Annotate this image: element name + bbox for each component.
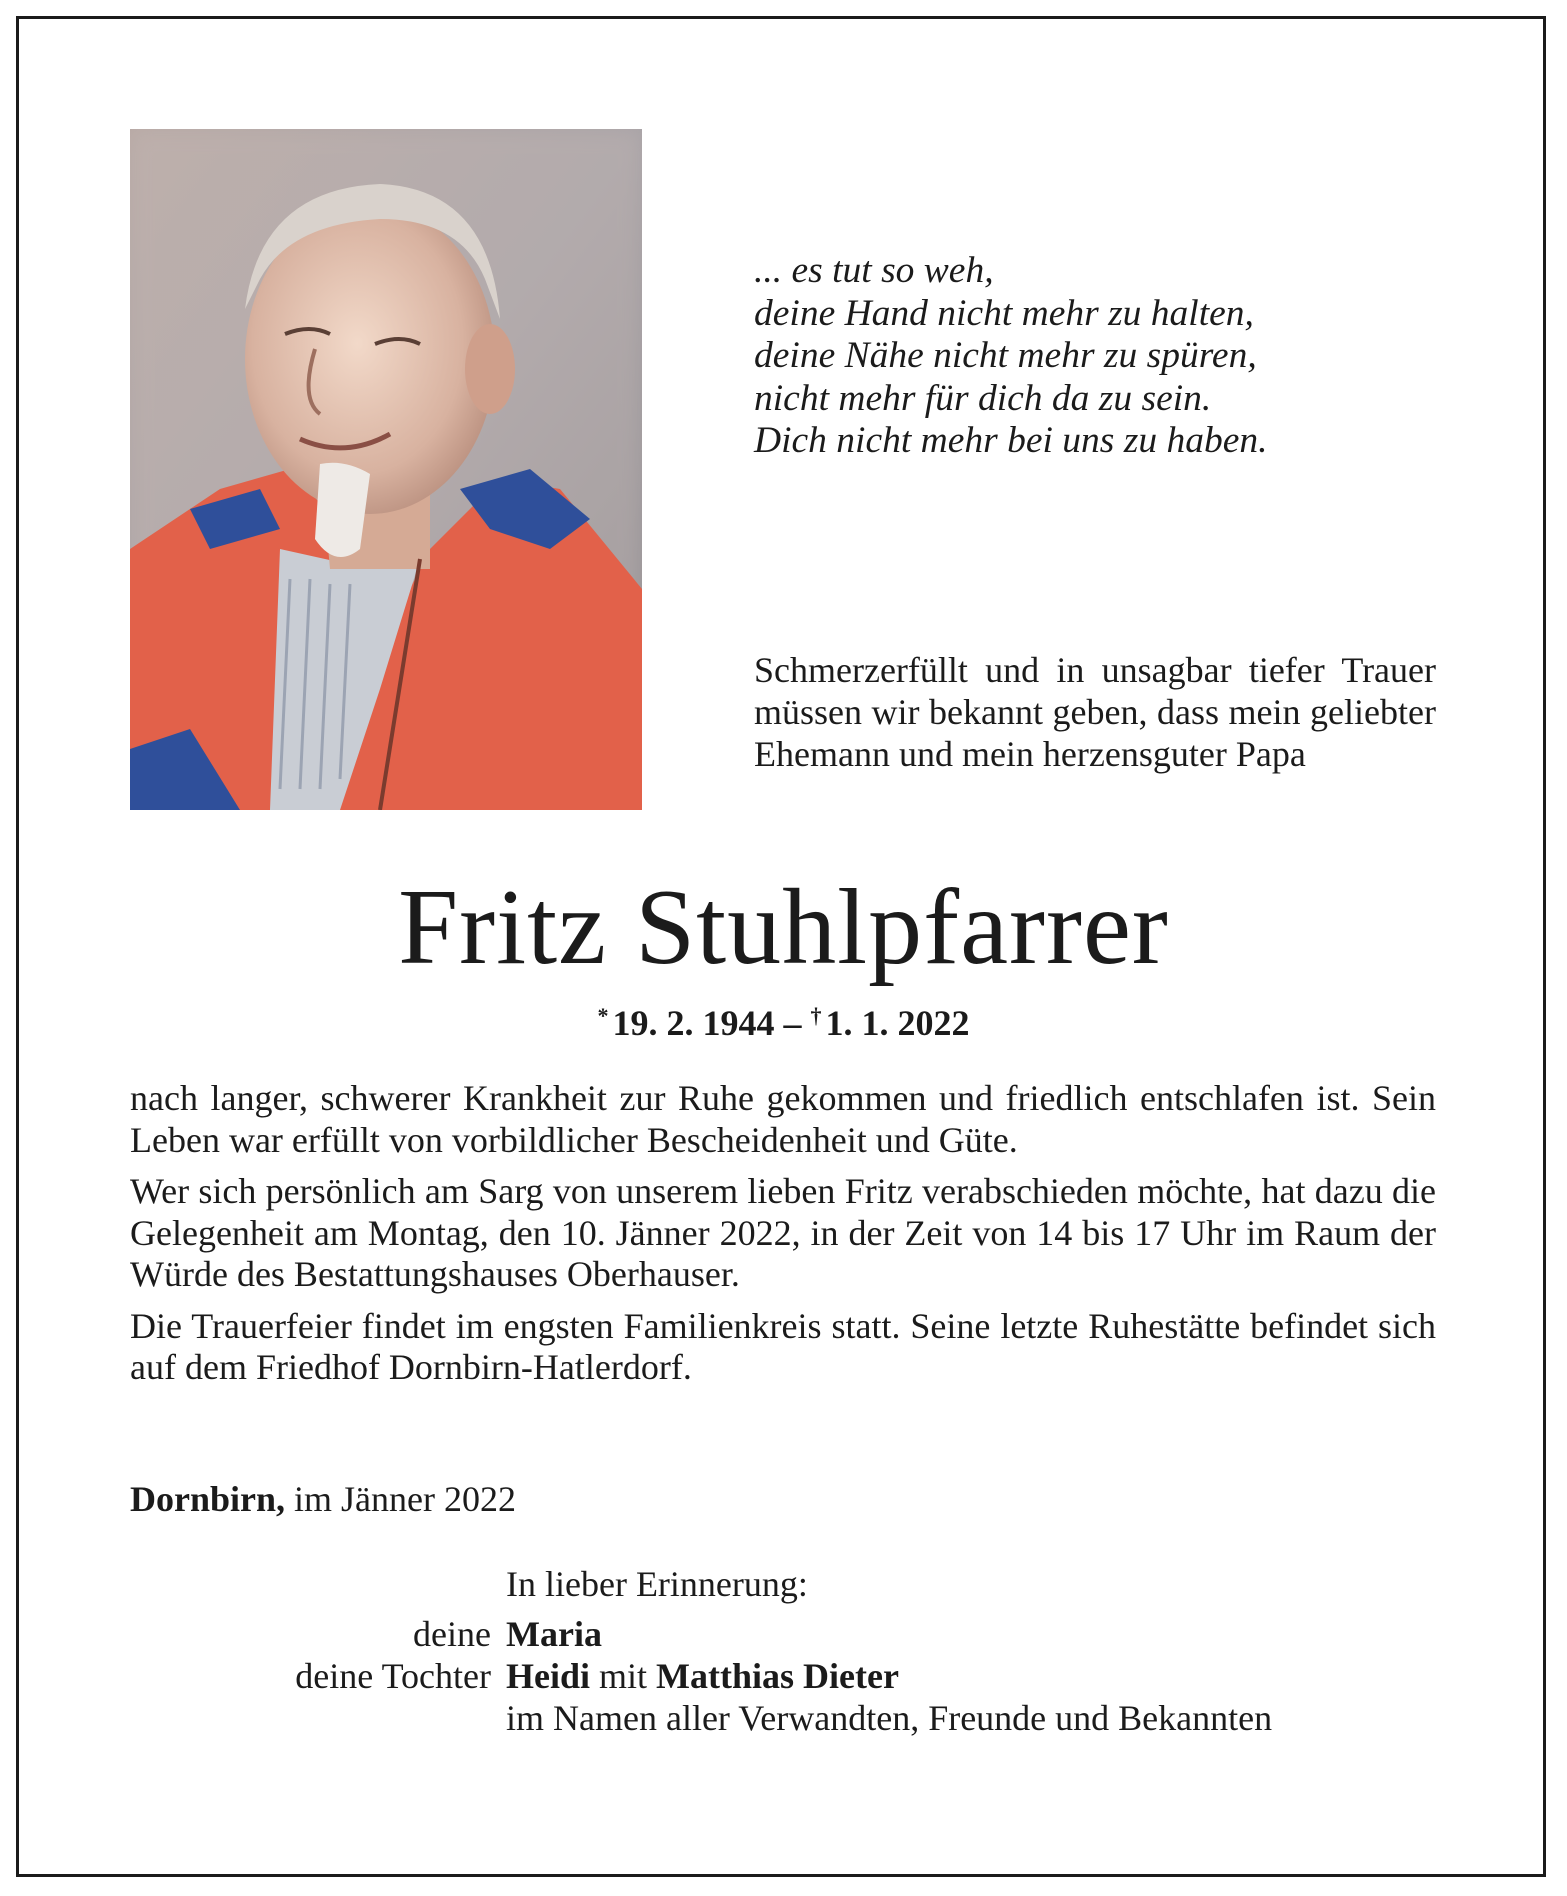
- signature-name: Maria: [506, 1614, 602, 1654]
- deceased-name: Fritz Stuhlpfarrer: [398, 868, 1169, 987]
- birth-symbol: *: [597, 1003, 609, 1028]
- signature-title: In lieber Erinnerung:: [506, 1564, 808, 1604]
- portrait-photo-icon: [130, 129, 642, 810]
- body-paragraph: nach langer, schwerer Krankheit zur Ruhe gekommen und friedlich entschlafen ist. Sein Leben war erfüllt von vorbildlicher Bescheidenheit und Güte.: [130, 1078, 1436, 1160]
- signature-name: Heidi: [506, 1656, 591, 1696]
- place-city: Dornbirn,: [130, 1479, 286, 1519]
- signature-connector: mit: [599, 1656, 648, 1696]
- signature-closing: im Namen aller Verwandten, Freunde und Bekannten: [506, 1698, 1273, 1738]
- signature-name: Matthias Dieter: [656, 1656, 899, 1696]
- signature-label: deine Tochter: [295, 1656, 491, 1696]
- poem-line: deine Hand nicht mehr zu halten,: [754, 292, 1254, 334]
- body-paragraph: Die Trauerfeier findet im engsten Familienkreis statt. Seine letzte Ruhestätte befindet sich auf dem Friedhof Dornbirn-Hatlerdorf.: [130, 1305, 1436, 1387]
- poem-line: nicht mehr für dich da zu sein.: [754, 377, 1212, 419]
- signature-block: [130, 1563, 1436, 1739]
- body-paragraph: Wer sich persönlich am Sarg von unserem lieben Fritz verabschieden möchte, hat dazu die Gelegenheit am Montag, den 10. Jänner 2022, in der Zeit von 14 bis 17 Uhr im Raum der Würde des Bestattungshauses Oberhauser.: [130, 1171, 1436, 1294]
- body-text: [130, 1078, 1436, 1399]
- death-date: 1. 1. 2022: [825, 1003, 970, 1043]
- poem: [754, 250, 1474, 463]
- place-date: [130, 1478, 516, 1520]
- intro-text: Schmerzerfüllt und in unsagbar tiefer Trauer müssen wir bekannt geben, dass mein geliebter Ehemann und mein herzensguter Papa: [754, 650, 1436, 774]
- life-dates: [0, 995, 1567, 1044]
- death-symbol: †: [810, 1003, 822, 1028]
- place-date-text: im Jänner 2022: [294, 1479, 516, 1519]
- poem-line: Dich nicht mehr bei uns zu haben.: [754, 420, 1268, 461]
- date-separator: –: [774, 1003, 811, 1043]
- birth-date: 19. 2. 1944: [612, 1003, 775, 1043]
- signature-label: deine: [413, 1614, 491, 1654]
- poem-line: ... es tut so weh,: [754, 250, 994, 291]
- poem-line: deine Nähe nicht mehr zu spüren,: [754, 335, 1257, 376]
